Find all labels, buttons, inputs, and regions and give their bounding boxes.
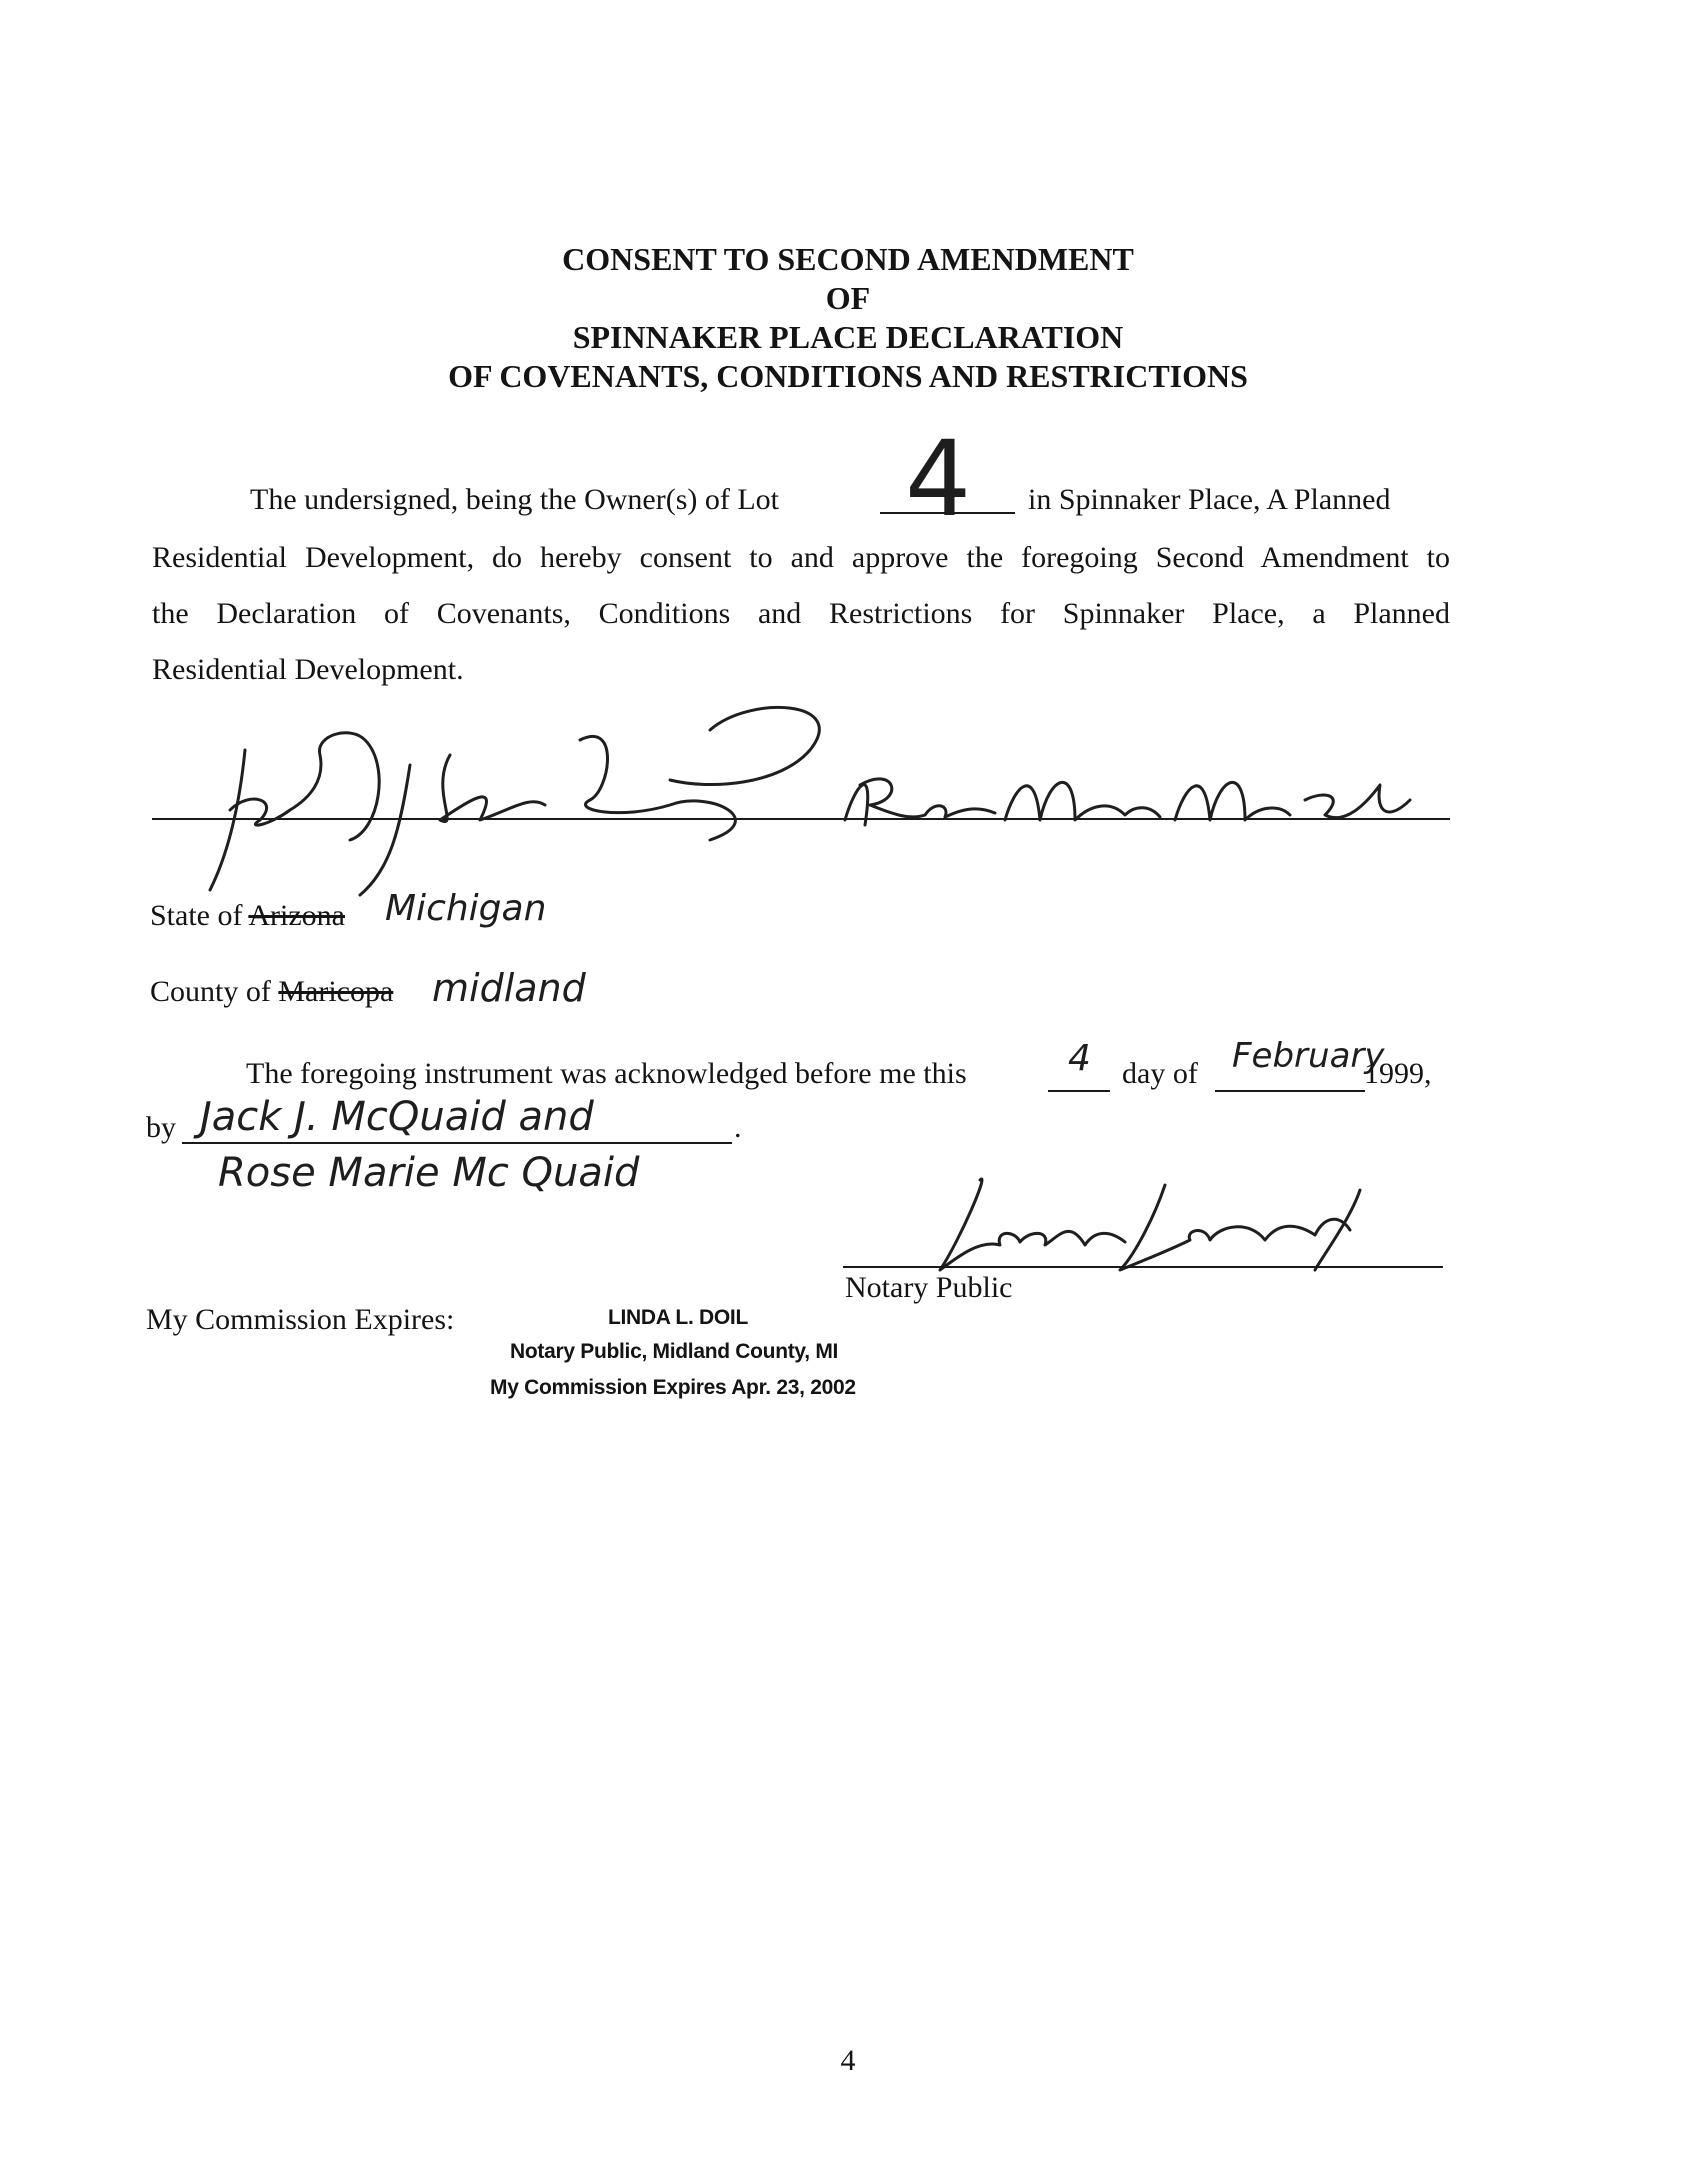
title-line-1: CONSENT TO SECOND AMENDMENT (562, 241, 1134, 277)
month-handwritten: February (1232, 1036, 1385, 1076)
commission-label: My Commission Expires: (146, 1303, 455, 1336)
notary-public-label: Notary Public (845, 1271, 1013, 1304)
month-underline (1215, 1090, 1365, 1092)
consent-line-4: Residential Development. (152, 653, 464, 686)
state-handwritten: Michigan (385, 888, 547, 929)
by-handwritten-line-1: Jack J. McQuaid and (200, 1094, 594, 1140)
title-line-4: OF COVENANTS, CONDITIONS AND RESTRICTIONS (448, 358, 1248, 394)
ack-text-start: The foregoing instrument was acknowledged before me this (246, 1057, 967, 1090)
state-label: State of (150, 899, 243, 932)
day-handwritten: 4 (1068, 1038, 1091, 1079)
document-title (0, 240, 1696, 396)
consent-line-3: the Declaration of Covenants, Conditions and Restrictions for Spinnaker Place, a Planned (152, 597, 1450, 630)
state-struck: Arizona (248, 899, 345, 932)
stamp-line-2: Notary Public, Midland County, MI (510, 1340, 839, 1363)
title-line-3: SPINNAKER PLACE DECLARATION (572, 319, 1124, 355)
by-period: . (734, 1111, 742, 1144)
ack-by-label: by (146, 1111, 176, 1144)
county-struck: Maricopa (278, 975, 394, 1008)
ack-year: 1999, (1364, 1057, 1432, 1090)
lot-number-handwritten: 4 (905, 418, 972, 540)
county-label: County of (150, 975, 271, 1008)
consent-line-1-end: in Spinnaker Place, A Planned (1028, 483, 1391, 516)
state-line (150, 888, 345, 944)
county-line (150, 964, 393, 1020)
by-underline (182, 1142, 732, 1144)
stamp-line-3: My Commission Expires Apr. 23, 2002 (490, 1376, 856, 1399)
ack-day-of: day of (1122, 1057, 1198, 1090)
consent-line-1-start: The undersigned, being the Owner(s) of Lot (250, 483, 780, 516)
county-handwritten: midland (432, 966, 586, 1010)
consent-line-2: Residential Development, do hereby consent to and approve the foregoing Second Amendment to (152, 541, 1450, 574)
stamp-line-1: LINDA L. DOIL (608, 1306, 748, 1329)
by-handwritten-line-2: Rose Marie Mc Quaid (218, 1150, 640, 1196)
page-number: 4 (840, 2044, 856, 2077)
title-line-2: OF (825, 280, 871, 316)
day-underline (1048, 1090, 1110, 1092)
